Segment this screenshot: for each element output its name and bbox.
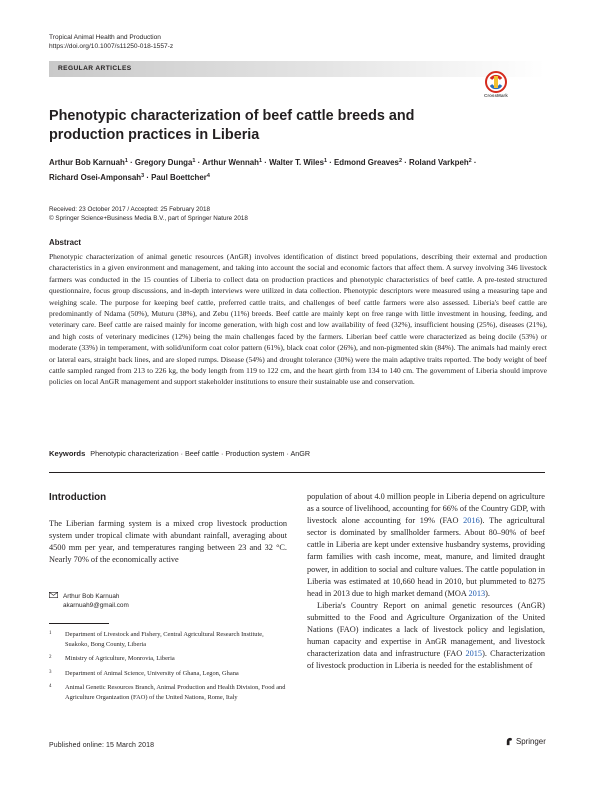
- author-affiliation-marker: 1: [259, 158, 263, 164]
- footnote-number: 3: [49, 669, 52, 675]
- author-separator: ·: [127, 158, 135, 167]
- section-divider: [49, 472, 545, 473]
- author-separator: ·: [327, 158, 335, 167]
- author-separator: ·: [195, 158, 203, 167]
- citation-fao-2015[interactable]: 2015: [465, 649, 483, 659]
- received-accepted: Received: 23 October 2017 / Accepted: 25 February 2018: [49, 206, 211, 213]
- author-affiliation-marker: 2: [398, 158, 403, 164]
- corresponding-author: [49, 592, 129, 610]
- journal-name: Tropical Animal Health and Production: [49, 34, 161, 41]
- keywords-text: Phenotypic characterization · Beef cattle · Production system · AnGR: [90, 449, 311, 458]
- intro-paragraph-3: Liberia's Country Report on animal genetic resources (AnGR) submitted to the Food and Agriculture Organization of the United Nations (FAO) indicates a lack of livestock policy and legislation, human capacity and expertise in AnGR management, and livestock characterization data and infrastructure (FAO 2015). Characterization of livestock production in Liberia is needed for the establishment of: [307, 600, 545, 671]
- springer-logo: [505, 737, 546, 746]
- footnote-number: 1: [49, 631, 52, 636]
- author-name[interactable]: Roland Varkpeh: [409, 158, 469, 167]
- author-separator: ·: [262, 158, 270, 167]
- author-affiliation-marker: 1: [124, 158, 128, 164]
- crossmark-label: CrossMark: [484, 93, 508, 98]
- footnote-number: 4: [49, 684, 52, 690]
- footnote-text: Ministry of Agriculture, Monrovia, Liberia: [65, 655, 175, 663]
- intro-paragraph-1: The Liberian farming system is a mixed crop livestock production system under tropical climate with abundant rainfall, averaging about 4500 mm per year, and temperatures ranging between 23 and 32 °C. Nearly 70% of the economically active: [49, 519, 287, 565]
- publisher-name: Springer: [516, 737, 546, 746]
- author-name[interactable]: Richard Osei-Amponsah: [49, 172, 142, 182]
- article-type-bar: [49, 61, 545, 77]
- keywords-label: Keywords: [49, 449, 86, 458]
- contact-name: Arthur Bob Karnuah: [63, 593, 120, 600]
- author-affiliation-marker: 1: [192, 158, 196, 164]
- citation-fao-2016[interactable]: 2016: [463, 516, 480, 526]
- footnote-number: 2: [49, 655, 52, 661]
- author-affiliation-marker: 2: [468, 158, 472, 164]
- crossmark-badge[interactable]: [485, 71, 545, 99]
- springer-horse-icon: [505, 737, 514, 746]
- abstract-text: Phenotypic characterization of animal genetic resources (AnGR) involves identification of distinct breed populations, describing their external and production characteristics in a given environment and management, and taking into account the social and economic factors that affect them. A survey involving 346 livestock farmers was conducted in the 15 counties of Liberia to collect data on production practices and phenotypic characteristics of beef cattle. A pre-tested structured questionnaire, focus group discussions, and in-depth interviews were utilized in data collection. Phenotypic descriptors were measured using a measuring tape and weighing scale. The purpose for keeping beef cattle, preferred cattle traits, and challenges of beef cattle farmers were also assessed. Liberia's beef cattle are predominantly of Ndama (50%), Muturu (38%), and Zebu (11%) breeds. Beef cattle are mainly kept on free range with little investment in housing, feeding, and veterinary care. Beef cattle are raised mainly for income generation, with high cost and low availability of feed (32%), insufficient housing (25%), diseases (21%), and high costs of veterinary medicines (12%) being the main challenges faced by the farmers. Liberian beef cattle were characterized as being docile (53%) or moderate (33%) in temperament, with solid/uniform coat color pattern (61%), black coat color (26%), and non-pigmented skin (84%). The animals had mainly erect or lateral ears, straight back lines, and are sloped rumps. Disease (54%) and drought tolerance (30%) were the main adaptive traits reported. The body weight of beef cattle sampled ranged from 213 to 226 kg, the body length from 119 to 122 cm, and the heart girth from 134 to 140 cm. The government of Liberia should improve policies on local AnGR management and support stakeholder institutions to ensure their sustainable use and conservation.: [49, 252, 547, 387]
- affiliation-footnote: [49, 669, 289, 679]
- affiliations: [49, 630, 289, 708]
- author-name[interactable]: Arthur Wennah: [202, 158, 259, 167]
- contact-email[interactable]: akarnuah9@gmail.com: [63, 602, 129, 609]
- author-affiliation-marker: 3: [141, 172, 145, 179]
- author-affiliation-marker: 4: [206, 172, 210, 179]
- author-name[interactable]: Arthur Bob Karnuah: [49, 158, 125, 167]
- author-separator: ·: [471, 158, 477, 167]
- affiliation-footnote: [49, 630, 289, 649]
- author-name[interactable]: Edmond Greaves: [334, 158, 399, 167]
- footnote-text: Department of Livestock and Fishery, Central Agricultural Research Institute, Suakoko, Bong County, Liberia: [65, 631, 264, 648]
- doi-link[interactable]: https://doi.org/10.1007/s11250-018-1557-z: [49, 43, 174, 50]
- author-name[interactable]: Paul Boettcher: [151, 172, 207, 182]
- author-affiliation-marker: 1: [323, 158, 328, 164]
- intro-paragraph-2: population of about 4.0 million people in Liberia depend on agriculture as a source of livelihood, accounting for 66% of the Country GDP, with livestock alone accounting for 19% (FAO 2016). The agricultural sector is dominated by smallholder farmers. About 80–90% of beef cattle in Liberia are kept under extensive husbandry systems, providing farm families with cash income, meat, manure, and limited draught power, in addition to social and culture values. The cattle population in Liberia was estimated at 10,660 head in 2010, but plummeted to 8275 head in 2013 due to high market demand (MOA 2013).: [307, 492, 545, 598]
- author-separator: ·: [144, 172, 152, 182]
- author-separator: ·: [402, 158, 410, 167]
- intro-left-column: [49, 518, 287, 566]
- abstract-heading: Abstract: [49, 238, 82, 247]
- intro-heading: Introduction: [49, 492, 107, 503]
- article-dates: [49, 205, 248, 223]
- article-type-label: REGULAR ARTICLES: [58, 65, 132, 72]
- affiliation-footnote: [49, 654, 289, 664]
- crossmark-icon: [485, 71, 507, 93]
- intro-right-column: [307, 491, 545, 672]
- citation-moa-2013[interactable]: 2013: [468, 588, 486, 598]
- envelope-icon: [49, 592, 58, 598]
- footnote-rule: [49, 623, 109, 624]
- affiliation-footnote: [49, 683, 289, 702]
- published-online: Published online: 15 March 2018: [49, 742, 155, 749]
- footnote-text: Department of Animal Science, University of Ghana, Legon, Ghana: [65, 669, 239, 677]
- author-name[interactable]: Walter T. Wiles: [269, 158, 324, 167]
- footnote-text: Animal Genetic Resources Branch, Animal Production and Health Division, Food and Agriculture Organization (FAO) of the United Nations, Rome, Italy: [65, 684, 286, 701]
- keywords-line: [49, 449, 310, 458]
- author-list: [49, 155, 549, 184]
- article-title: Phenotypic characterization of beef cattle breeds and production practices in Liberia: [49, 108, 415, 143]
- copyright-line: © Springer Science+Business Media B.V., part of Springer Nature 2018: [49, 215, 248, 222]
- author-name[interactable]: Gregory Dunga: [134, 158, 193, 167]
